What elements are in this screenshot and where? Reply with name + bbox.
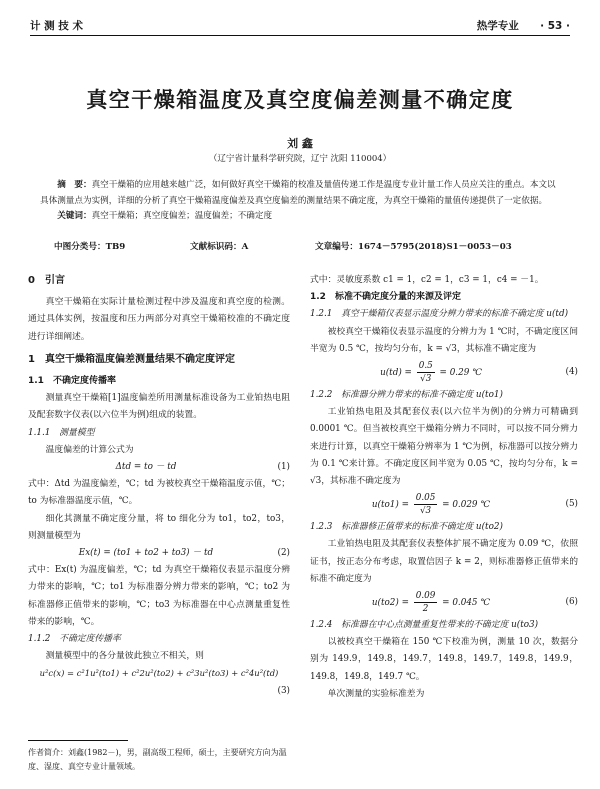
equation-3-body: u²c(x) = c²1u²(to1) + c²2u²(to2) + c²3u²(to3) + c²4u²(td) (39, 668, 279, 679)
abstract (40, 178, 560, 225)
section-1-2-heading: 1.2 标准不确定度分量的来源及评定 (310, 292, 461, 303)
section-1-1-1-heading: 1.1.1 测量模型 (28, 427, 95, 438)
equation-6-number: (6) (565, 596, 578, 607)
equation-3-number: (3) (277, 685, 290, 696)
affiliation: （辽宁省计量科学研究院，辽宁 沈阳 110004） (208, 154, 392, 164)
document-code: 文献标识码：A (190, 242, 249, 252)
equation-6 (310, 590, 578, 615)
equation-2 (28, 545, 290, 562)
equation-5 (310, 492, 578, 517)
equation-4-denominator: √3 (420, 374, 432, 385)
section-label: 热学专业 (476, 20, 519, 32)
equation-1 (28, 459, 290, 476)
paragraph-1-1: 测量真空干燥箱[1]温度偏差所用测量标准设备为工业铂热电阻及配套数字仪表(以六位半为例)组成的装置。 (28, 393, 290, 421)
equation-6-fraction (414, 590, 438, 615)
paragraph-1-2-1: 被校真空干燥箱仪表显示温度的分辨力为 1 ℃时，不确定度区间半宽为 0.5 ℃，按均匀分布，k = √3，其标准不确定度为 (310, 326, 578, 354)
paragraph-eq1-explain: 式中：Δtd 为温度偏差，℃；td 为被校真空干燥箱温度示值，℃；to 为标准器温度示值，℃。 (28, 479, 290, 507)
paragraph-1-2-4: 以被校真空干燥箱在 150 ℃下校准为例，测量 10 次，数据分别为 149.9，149.8，149.7，149.8，149.7，149.8，149.9，149.8，149.8，149.7 ℃。 (310, 637, 578, 682)
equation-4-rhs: = 0.29 ℃ (439, 368, 482, 379)
footnote (28, 746, 290, 774)
intro-paragraph: 真空干燥箱在实际计量检测过程中涉及温度和真空度的检测。通过具体实例，按温度和压力两部分对真空干燥箱校准的不确定度进行详细阐述。 (28, 297, 290, 342)
section-1-1-heading: 1.1 不确定度传播率 (28, 376, 116, 387)
keywords: 真空干燥箱；真空度偏差；温度偏差；不确定度 (91, 211, 273, 221)
equation-5-fraction (414, 492, 438, 517)
abstract-text: 真空干燥箱的应用越来越广泛，如何做好真空干燥箱的校准及量值传递工作是温度专业计量工作人员应关注的重点。本文以具体测量点为实例，详细的分析了真空干燥箱温度偏差及真空度偏差的测量结果不确定度，为真空干燥箱的量值传递提供了一定依据。 (40, 180, 556, 206)
section-0-heading: 0 引言 (28, 275, 65, 286)
equation-1-body: Δtd = to － td (115, 462, 177, 473)
left-column (28, 272, 290, 700)
right-column (310, 272, 578, 703)
equation-5-numerator: 0.05 (415, 493, 436, 504)
equation-4 (310, 360, 578, 385)
equation-5-rhs: = 0.029 ℃ (442, 500, 491, 511)
section-1-2-4-heading: 1.2.4 标准器在中心点测量重复性带来的不确定度 u(to3) (310, 620, 539, 631)
equation-4-number: (4) (565, 366, 578, 377)
paragraph-sensitivity: 式中：灵敏度系数 c1 = 1，c2 = 1，c3 = 1，c4 = －1。 (310, 275, 544, 285)
author-bio: 作者简介：刘鑫(1982－)，男，副高级工程师，硕士，主要研究方向为温度、湿度、真空专业计量领域。 (28, 748, 287, 771)
clc-number: 中图分类号：TB9 (54, 242, 126, 252)
paragraph-1-2-3: 工业铂热电阻及其配套仪表整体扩展不确定度为 0.09 ℃，依照证书，按正态分布考虑，取置信因子 k = 2，则标准器修正值带来的标准不确定度为 (310, 539, 578, 584)
equation-1-number: (1) (277, 462, 290, 473)
paragraph-1-2-2: 工业铂热电阻及其配套仪表(以六位半为例)的分辨力可精确到 0.0001 ℃。但当被校真空干燥箱分辨力不同时，可以按不同分辨力来进行计算，以真空干燥箱分辨率为 1 ℃为例，标准器可以按分辨力为 0.1 ℃来计算。不确定度区间半宽为 0.05 ℃，按均匀分布，k = √3，其标准不确定度为 (310, 407, 578, 487)
equation-5-number: (5) (565, 499, 578, 510)
equation-4-numerator: 0.5 (418, 361, 433, 372)
equation-6-numerator: 0.09 (415, 591, 436, 602)
paragraph-model: 细化其测量不确定度分量，将 to 细化分为 to1，to2，to3，则测量模型为 (28, 513, 290, 541)
section-1-2-1-heading: 1.2.1 真空干燥箱仪表显示温度分辨力带来的标准不确定度 u(td) (310, 309, 569, 320)
footnote-rule (28, 740, 128, 741)
equation-6-lhs: u(to2) = (371, 598, 409, 609)
header-rule (30, 35, 570, 36)
equation-5-denominator: √3 (419, 506, 432, 517)
paper-title: 真空干燥箱温度及真空度偏差测量不确定度 (86, 88, 514, 112)
paragraph-std-dev: 单次测量的实验标准差为 (327, 688, 425, 699)
paragraph-formula-intro: 温度偏差的计算公式为 (45, 444, 134, 455)
article-id: 文章编号：1674－5795(2018)S1－0053－03 (315, 242, 512, 252)
equation-4-lhs: u(td) = (380, 368, 412, 379)
equation-5-lhs: u(to1) = (371, 500, 409, 511)
section-1-2-3-heading: 1.2.3 标准器修正值带来的标准不确定度 u(to2) (310, 522, 503, 533)
journal-name: 计 测 技 术 (30, 20, 83, 32)
section-1-1-2-heading: 1.1.2 不确定度传播率 (28, 634, 121, 645)
equation-6-rhs: = 0.045 ℃ (442, 598, 491, 609)
section-and-page (477, 18, 570, 33)
abstract-label: 摘 要： (57, 180, 92, 190)
section-1-heading: 1 真空干燥箱温度偏差测量结果不确定度评定 (28, 353, 235, 365)
keywords-label: 关键词： (57, 211, 92, 221)
equation-6-denominator: 2 (422, 604, 429, 615)
equation-2-body: Ex(t) = (to1 + to2 + to3) － td (78, 548, 214, 559)
page-number: · 53 · (540, 20, 570, 32)
section-1-2-2-heading: 1.2.2 标准器分辨力带来的标准不确定度 u(to1) (310, 390, 503, 401)
paragraph-propagation: 测量模型中的各分量彼此独立不相关，则 (45, 651, 204, 662)
equation-4-fraction (417, 360, 435, 385)
equation-2-number: (2) (277, 548, 290, 559)
author: 刘 鑫 (287, 137, 313, 150)
paragraph-eq2-explain: 式中：Ex(t) 为温度偏差，℃；td 为真空干燥箱仪表显示温度分辨力带来的影响，℃；to1 为标准器分辨力带来的影响，℃；to2 为标准器修正值带来的影响，℃；to3 为标准器在中心点测量重复性带来的影响，℃。 (28, 565, 290, 627)
equation-3 (28, 665, 290, 682)
running-header (30, 14, 570, 34)
